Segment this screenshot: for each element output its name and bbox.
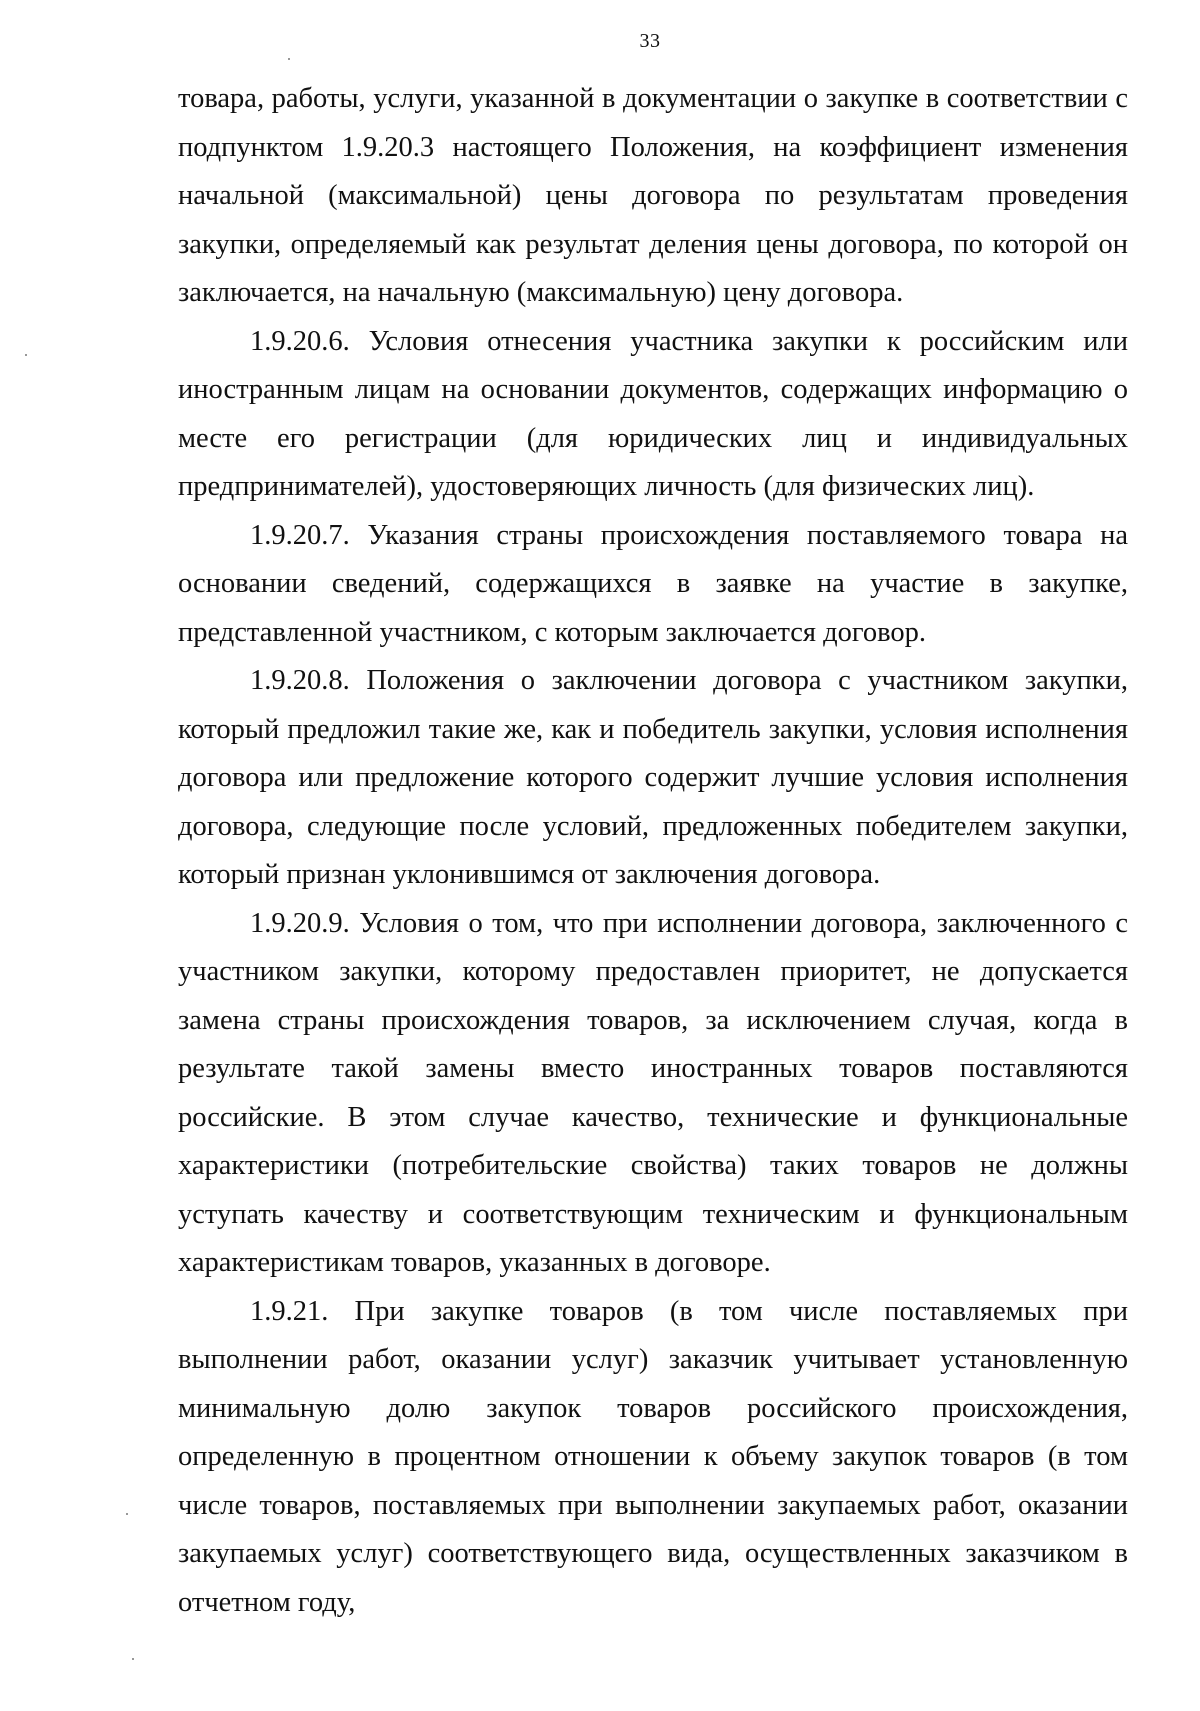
- paragraph-1-9-20-7: 1.9.20.7. Указания страны происхождения поставляемого товара на основании сведений, содержащихся в заявке на участие в закупке, представленной участником, с которым заключается договор.: [178, 519, 1128, 648]
- paragraph-1-9-21: 1.9.21. При закупке товаров (в том числе поставляемых при выполнении работ, оказании услуг) заказчик учитывает установленную минимальную долю закупок товаров российского происхождения, определенную в процентном отношении к объему закупок товаров (в том числе товаров, поставляемых при выполнении закупаемых работ, оказании закупаемых услуг) соответствующего вида, осуществленных заказчиком в отчетном году,: [178, 1295, 1128, 1618]
- paragraph-1-9-20-9: 1.9.20.9. Условия о том, что при исполнении договора, заключенного с участником закупки, которому предоставлен приоритет, не допускается замена страны происхождения товаров, за исключением случая, когда в результате такой замены вместо иностранных товаров поставляются российские. В этом случае качество, технические и функциональные характеристики (потребительские свойства) таких товаров не должны уступать качеству и соответствующим техническим и функциональным характеристикам товаров, указанных в договоре.: [178, 907, 1128, 1278]
- document-body: [178, 75, 1128, 1627]
- page-number: 33: [639, 30, 661, 52]
- paragraph-1-9-20-8: 1.9.20.8. Положения о заключении договора с участником закупки, который предложил такие же, как и победитель закупки, условия исполнения договора или предложение которого содержит лучшие условия исполнения договора, следующие после условий, предложенных победителем закупки, который признан уклонившимся от заключения договора.: [178, 665, 1128, 890]
- scan-speck: [126, 1513, 128, 1515]
- scan-speck: [132, 1658, 134, 1660]
- paragraph-1-9-20-6: 1.9.20.6. Условия отнесения участника закупки к российским или иностранным лицам на основании документов, содержащих информацию о месте его регистрации (для юридических лиц и индивидуальных предпринимателей), удостоверяющих личность (для физических лиц).: [178, 325, 1128, 502]
- scan-speck: [25, 354, 27, 356]
- paragraph-continuation: товара, работы, услуги, указанной в документации о закупке в соответствии с подпунктом 1.9.20.3 настоящего Положения, на коэффициент изменения начальной (максимальной) цены договора по результатам проведения закупки, определяемый как результат деления цены договора, по которой он заключается, на начальную (максимальную) цену договора.: [178, 83, 1128, 308]
- scan-speck: [288, 58, 290, 60]
